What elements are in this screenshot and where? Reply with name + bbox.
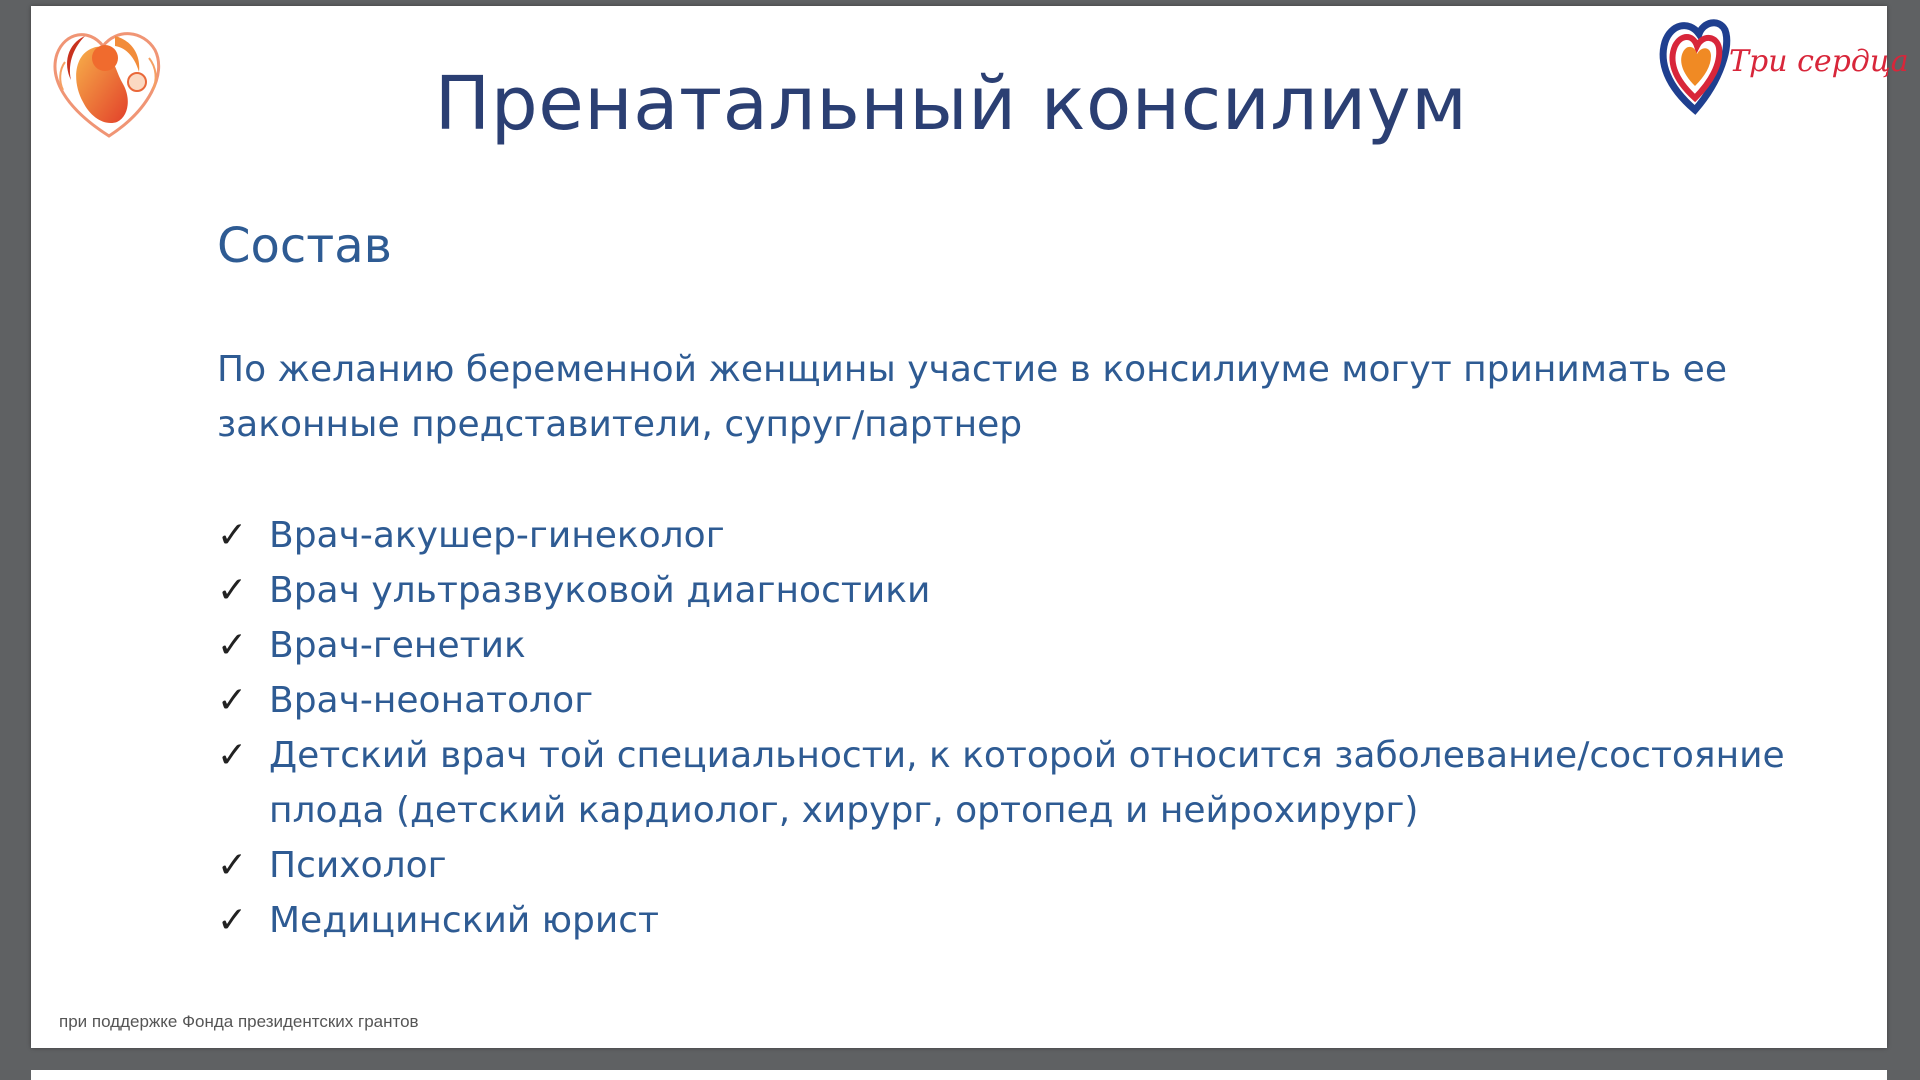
checkmark-icon: ✓ <box>217 680 248 721</box>
list-item <box>217 618 1867 673</box>
checkmark-icon: ✓ <box>217 515 248 556</box>
list-item-text: Детский врач той специальности, к которой относится заболевание/состояние плода (детский кардиолог, хирург, ортопед и нейрохирург) <box>269 735 1785 831</box>
three-hearts-logo-text: Три сердца <box>1729 44 1909 79</box>
list-item-text: Врач-генетик <box>269 625 526 666</box>
participants-list <box>217 508 1867 948</box>
list-item-text: Психолог <box>269 845 447 886</box>
slide-subtitle: Состав <box>217 218 392 274</box>
list-item <box>217 508 1867 563</box>
checkmark-icon: ✓ <box>217 845 248 886</box>
next-slide-thumbnail[interactable] <box>31 1070 1887 1080</box>
checkmark-icon: ✓ <box>217 735 248 776</box>
checkmark-icon: ✓ <box>217 900 248 941</box>
slide[interactable] <box>31 6 1909 1048</box>
list-item <box>217 893 1867 948</box>
list-item <box>217 673 1867 728</box>
checkmark-icon: ✓ <box>217 570 248 611</box>
checkmark-icon: ✓ <box>217 625 248 666</box>
list-item-text: Врач-неонатолог <box>269 680 594 721</box>
list-item <box>217 728 1867 838</box>
list-item-text: Врач-акушер-гинеколог <box>269 515 725 556</box>
list-item-text: Медицинский юрист <box>269 900 660 941</box>
footer-note: при поддержке Фонда президентских грантов <box>59 1012 419 1031</box>
list-item <box>217 563 1867 618</box>
list-item-text: Врач ультразвуковой диагностики <box>269 570 931 611</box>
intro-paragraph: По желанию беременной женщины участие в консилиуме могут принимать ее законные представители, супруг/партнер <box>217 349 1727 445</box>
list-item <box>217 838 1867 893</box>
slide-title: Пренатальный консилиум <box>434 61 1468 147</box>
